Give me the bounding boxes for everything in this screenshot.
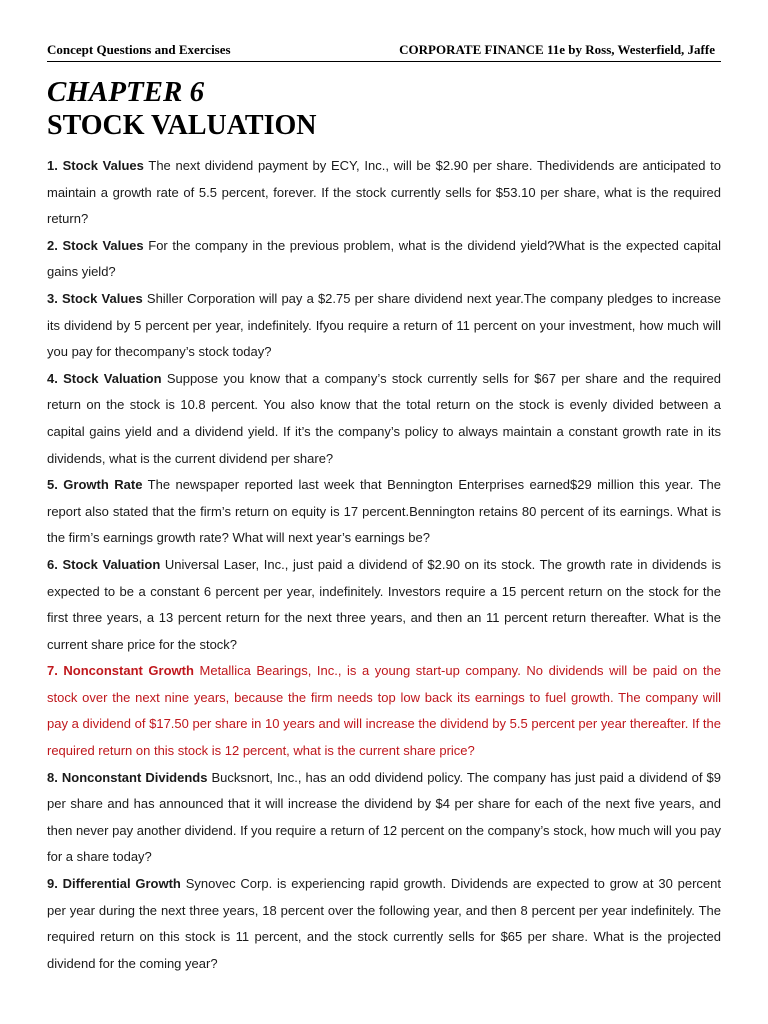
question-label: 1. Stock Values [47, 158, 144, 173]
question-list [47, 153, 721, 977]
question-text: Bucksnort, Inc., has an odd dividend policy. The company has just paid a dividend of $9 per share and has announced that it will increase the dividend by $4 per share for each of the next five years, and then never pay another dividend. If you require a return of 12 percent on the company’s stock, how much will you pay for a share today? [47, 769, 721, 865]
question-5 [47, 472, 721, 552]
question-label: 3. Stock Values [47, 290, 143, 306]
question-text: The newspaper reported last week that Bennington Enterprises earned$29 million this year. The report also stated that the firm’s return on equity is 17 percent.Bennington retains 80 percent of its earnings. What is the firm’s earnings growth rate? What will next year’s earnings be? [47, 477, 721, 546]
chapter-number: CHAPTER 6 [47, 76, 205, 108]
question-3 [47, 286, 721, 366]
question-text: Universal Laser, Inc., just paid a dividend of $2.90 on its stock. The growth rate in dividends is expected to be a constant 6 percent per year, indefinitely. Investors require a 15 percent return on the stock for the first three years, a 13 percent return for the next three years, and then an 11 percent return thereafter. What is the current share price for the stock? [47, 556, 721, 652]
question-label: 8. Nonconstant Dividends [47, 769, 208, 785]
question-text: Metallica Bearings, Inc., is a young start-up company. No dividends will be paid on the stock over the next nine years, because the firm needs top low back its earnings to fuel growth. The company will pay a dividend of $17.50 per share in 10 years and will increase the dividend by 5.5 percent per year thereafter. If the required return on this stock is 12 percent, what is the current share price? [47, 663, 722, 759]
question-text: Synovec Corp. is experiencing rapid growth. Dividends are expected to grow at 30 percent per year during the next three years, 18 percent over the following year, and then 8 percent per year indefinitely. The required return on this stock is 11 percent, and the stock currently sells for $65 per share. What is the projected dividend for the coming year? [47, 876, 721, 971]
question-text: For the company in the previous problem, what is the dividend yield?What is the expected capital gains yield? [47, 237, 721, 280]
chapter-title: STOCK VALUATION [47, 110, 317, 141]
question-label: 4. Stock Valuation [47, 370, 162, 386]
question-9 [47, 871, 721, 977]
question-2 [47, 233, 721, 286]
question-7-highlighted [47, 658, 721, 764]
question-6 [47, 552, 721, 658]
question-1 [47, 153, 721, 233]
question-label: 6. Stock Valuation [47, 556, 161, 572]
running-header [47, 42, 721, 62]
question-text: Shiller Corporation will pay a $2.75 per share dividend next year.The company pledges to increase its dividend by 5 percent per year, indefinitely. Ifyou require a return of 11 percent on your investment, how much will you pay for thecompany’s stock today? [47, 290, 721, 360]
question-text: The next dividend payment by ECY, Inc., will be $2.90 per share. Thedividends are anticipated to maintain a growth rate of 5.5 percent, forever. If the stock currently sells for $53.10 per share, what is the required return? [47, 158, 721, 227]
header-right-text: CORPORATE FINANCE 11e by Ross, Westerfield, Jaffe [399, 42, 715, 57]
question-label: 2. Stock Values [47, 237, 144, 253]
question-label: 5. Growth Rate [47, 477, 143, 493]
question-8 [47, 765, 721, 871]
header-left-text: Concept Questions and Exercises [47, 42, 231, 57]
question-label: 9. Differential Growth [47, 876, 181, 892]
question-label: 7. Nonconstant Growth [47, 663, 194, 679]
question-4 [47, 366, 721, 472]
question-text: Suppose you know that a company’s stock currently sells for $67 per share and the required return on the stock is 10.8 percent. You also know that the total return on the stock is evenly divided between a capital gains yield and a dividend yield. If it’s the company’s policy to always maintain a constant growth rate in its dividends, what is the current dividend per share? [47, 370, 721, 466]
